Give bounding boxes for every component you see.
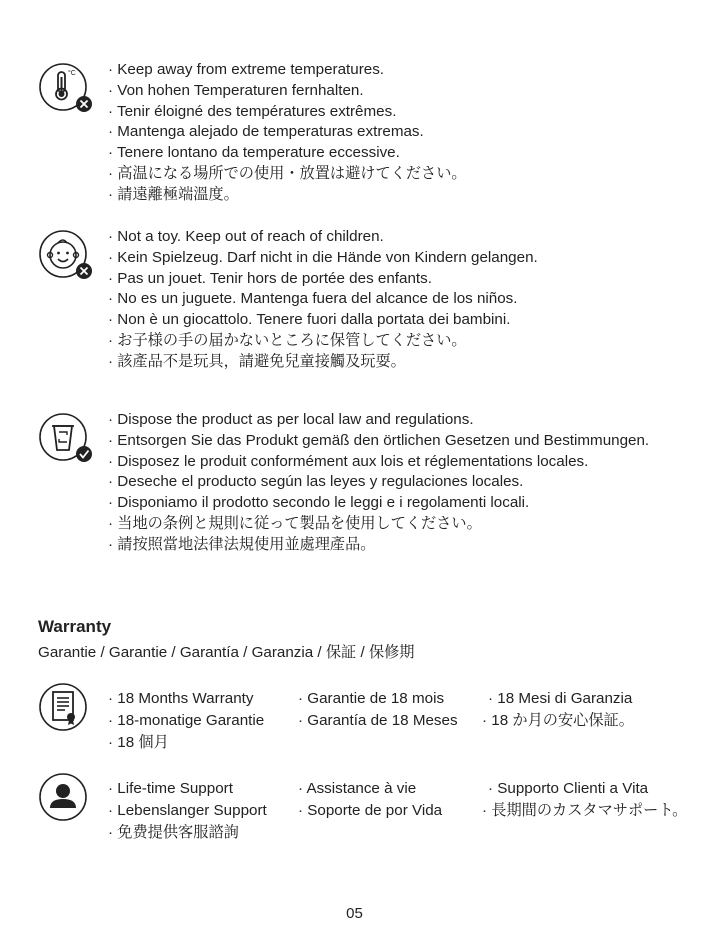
warranty-cell: · Life-time Support bbox=[108, 780, 233, 797]
safety-lines bbox=[108, 410, 649, 556]
safety-line: · 請遠離極端溫度。 bbox=[108, 185, 239, 203]
thermometer-icon bbox=[38, 60, 100, 122]
safety-line: · 請按照當地法律法規使用並處理產品。 bbox=[108, 535, 376, 553]
warranty-title: Warranty bbox=[38, 617, 112, 636]
warranty-subtitle: Garantie / Garantie / Garantía / Garanzia / 保証 / 保修期 bbox=[38, 644, 415, 661]
safety-line: · Tenir éloigné des températures extrêmes. bbox=[108, 102, 397, 120]
safety-line: · Disponiamo il prodotto secondo le leggi e i regolamenti locali. bbox=[108, 494, 530, 512]
safety-line: · Disposez le produit conformément aux lois et réglementations locales. bbox=[108, 452, 589, 470]
safety-line: · Von hohen Temperaturen fernhalten. bbox=[108, 81, 364, 99]
safety-line: · Keep away from extreme temperatures. bbox=[108, 61, 385, 78]
svg-text:°C: °C bbox=[68, 70, 76, 77]
support-person-icon bbox=[38, 770, 100, 832]
safety-line: · 該產品不是玩具，請避免兒童接觸及玩耍。 bbox=[108, 352, 406, 370]
recycle-bin-icon bbox=[38, 410, 100, 472]
safety-line: · Not a toy. Keep out of reach of children. bbox=[108, 228, 384, 245]
warranty-cell: · 18 Mesi di Garanzia bbox=[488, 690, 633, 707]
warranty-cell: · 18 か月の安心保証。 bbox=[482, 712, 634, 729]
warranty-cell: · 18-monatige Garantie bbox=[108, 712, 265, 729]
safety-line: · お子様の手の届かないところに保管してください。 bbox=[108, 331, 467, 349]
safety-line: · Entsorgen Sie das Produkt gemäß den örtlichen Gesetzen und Bestimmungen. bbox=[108, 431, 650, 449]
warranty-cell: · Soporte de por Vida bbox=[298, 802, 443, 819]
warranty-cell: · 長期間のカスタマサポート。 bbox=[482, 802, 688, 819]
safety-line: · Mantenga alejado de temperaturas extremas. bbox=[108, 123, 424, 141]
safety-line: · Dispose the product as per local law and regulations. bbox=[108, 411, 474, 428]
warranty-cell: · Garantie de 18 mois bbox=[298, 690, 445, 707]
warranty-cell: · Supporto Clienti a Vita bbox=[488, 780, 649, 797]
warranty-cell: · Assistance à vie bbox=[298, 780, 417, 797]
safety-line: · Non è un giocattolo. Tenere fuori dalla portata dei bambini. bbox=[108, 311, 511, 329]
safety-line: · 高温になる場所での使用・放置は避けてください。 bbox=[108, 164, 467, 182]
child-face-icon bbox=[38, 227, 100, 289]
page-number: 05 bbox=[346, 905, 363, 922]
safety-line: · Deseche el producto según las leyes y regulaciones locales. bbox=[108, 473, 524, 491]
safety-lines bbox=[108, 227, 538, 373]
warranty-cell: · 免费提供客服諮詢 bbox=[108, 824, 239, 841]
safety-line: · No es un juguete. Mantenga fuera del alcance de los niños. bbox=[108, 290, 518, 308]
safety-line: · 当地の条例と規則に従って製品を使用してください。 bbox=[108, 514, 482, 532]
safety-line: · Kein Spielzeug. Darf nicht in die Hände von Kindern gelangen. bbox=[108, 248, 538, 266]
certificate-icon bbox=[38, 680, 100, 742]
warranty-cell: · 18 個月 bbox=[108, 734, 169, 751]
safety-line: · Pas un jouet. Tenir hors de portée des enfants. bbox=[108, 269, 432, 287]
warranty-cell: · Lebenslanger Support bbox=[108, 802, 267, 819]
warranty-cell: · 18 Months Warranty bbox=[108, 690, 254, 707]
safety-lines bbox=[108, 60, 467, 206]
warranty-cell: · Garantía de 18 Meses bbox=[298, 712, 458, 729]
safety-line: · Tenere lontano da temperature eccessive. bbox=[108, 144, 400, 162]
